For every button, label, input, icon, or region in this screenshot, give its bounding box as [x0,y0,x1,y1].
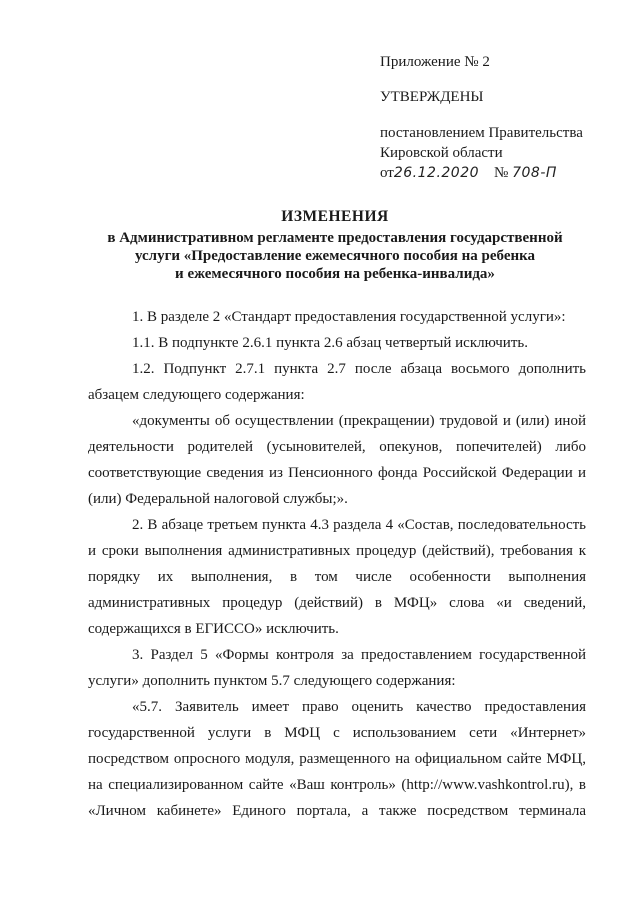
title-line-3: и ежемесячного пособия на ребенка-инвалида» [175,266,495,282]
date-prefix: от [380,165,394,181]
approval-block [380,52,583,183]
appendix-label: Приложение № 2 [380,54,490,70]
paragraph-5-7: «5.7. Заявитель имеет право оценить качество предоставления государственной услуги в МФЦ с использованием сети «Интернет» посредством опросного модуля, размещенного на официальном сайте МФЦ, на специализированном сайте «Ваш контроль» (http://www.vashkontrol.ru), в «Личном кабинете» Единого портала, а также посредством терминала [88,699,586,819]
title-line-1: в Административном регламенте предоставления государственной [107,230,563,246]
paragraph-3: 3. Раздел 5 «Формы контроля за предоставлением государственной услуги» дополнить пунктом 5.7 следующего содержания: [88,647,586,689]
paragraph-1-2: 1.2. Подпункт 2.7.1 пункта 2.7 после абзаца восьмого дополнить абзацем следующего содержания: [88,361,586,403]
number-prefix: № [494,165,509,181]
approved-label: УТВЕРЖДЕНЫ [380,89,484,105]
paragraph-1-1: 1.1. В подпункте 2.6.1 пункта 2.6 абзац четвертый исключить. [132,335,528,351]
paragraph-quote-documents: «документы об осуществлении (прекращении) трудовой и (или) иной деятельности родителей (усыновителей, опекунов, попечителей) либо соответствующие сведения из Пенсионного фонда Российской Федерации и (или) Федеральной налоговой службы;». [88,413,586,507]
paragraph-2: 2. В абзаце третьем пункта 4.3 раздела 4 «Состав, последовательность и сроки выполнения административных процедур (действий), требования к порядку их выполнения, в том числе особенности выполнения административных процедур (действий) в МФЦ» слова «и сведений, содержащихся в ЕГИССО» исключить. [88,517,586,637]
date-number-line [380,163,583,183]
document-title [100,208,570,283]
approved-by-line-2: Кировской области [380,145,503,161]
title-heading: ИЗМЕНЕНИЯ [281,208,389,225]
handwritten-number: 708-П [512,165,557,181]
handwritten-date: 26.12.2020 [393,165,480,181]
approved-by-line-1: постановлением Правительства [380,125,583,141]
title-line-2: услуги «Предоставление ежемесячного пособия на ребенка [134,248,536,264]
document-body [88,304,586,824]
paragraph-1: 1. В разделе 2 «Стандарт предоставления государственной услуги»: [132,309,566,325]
